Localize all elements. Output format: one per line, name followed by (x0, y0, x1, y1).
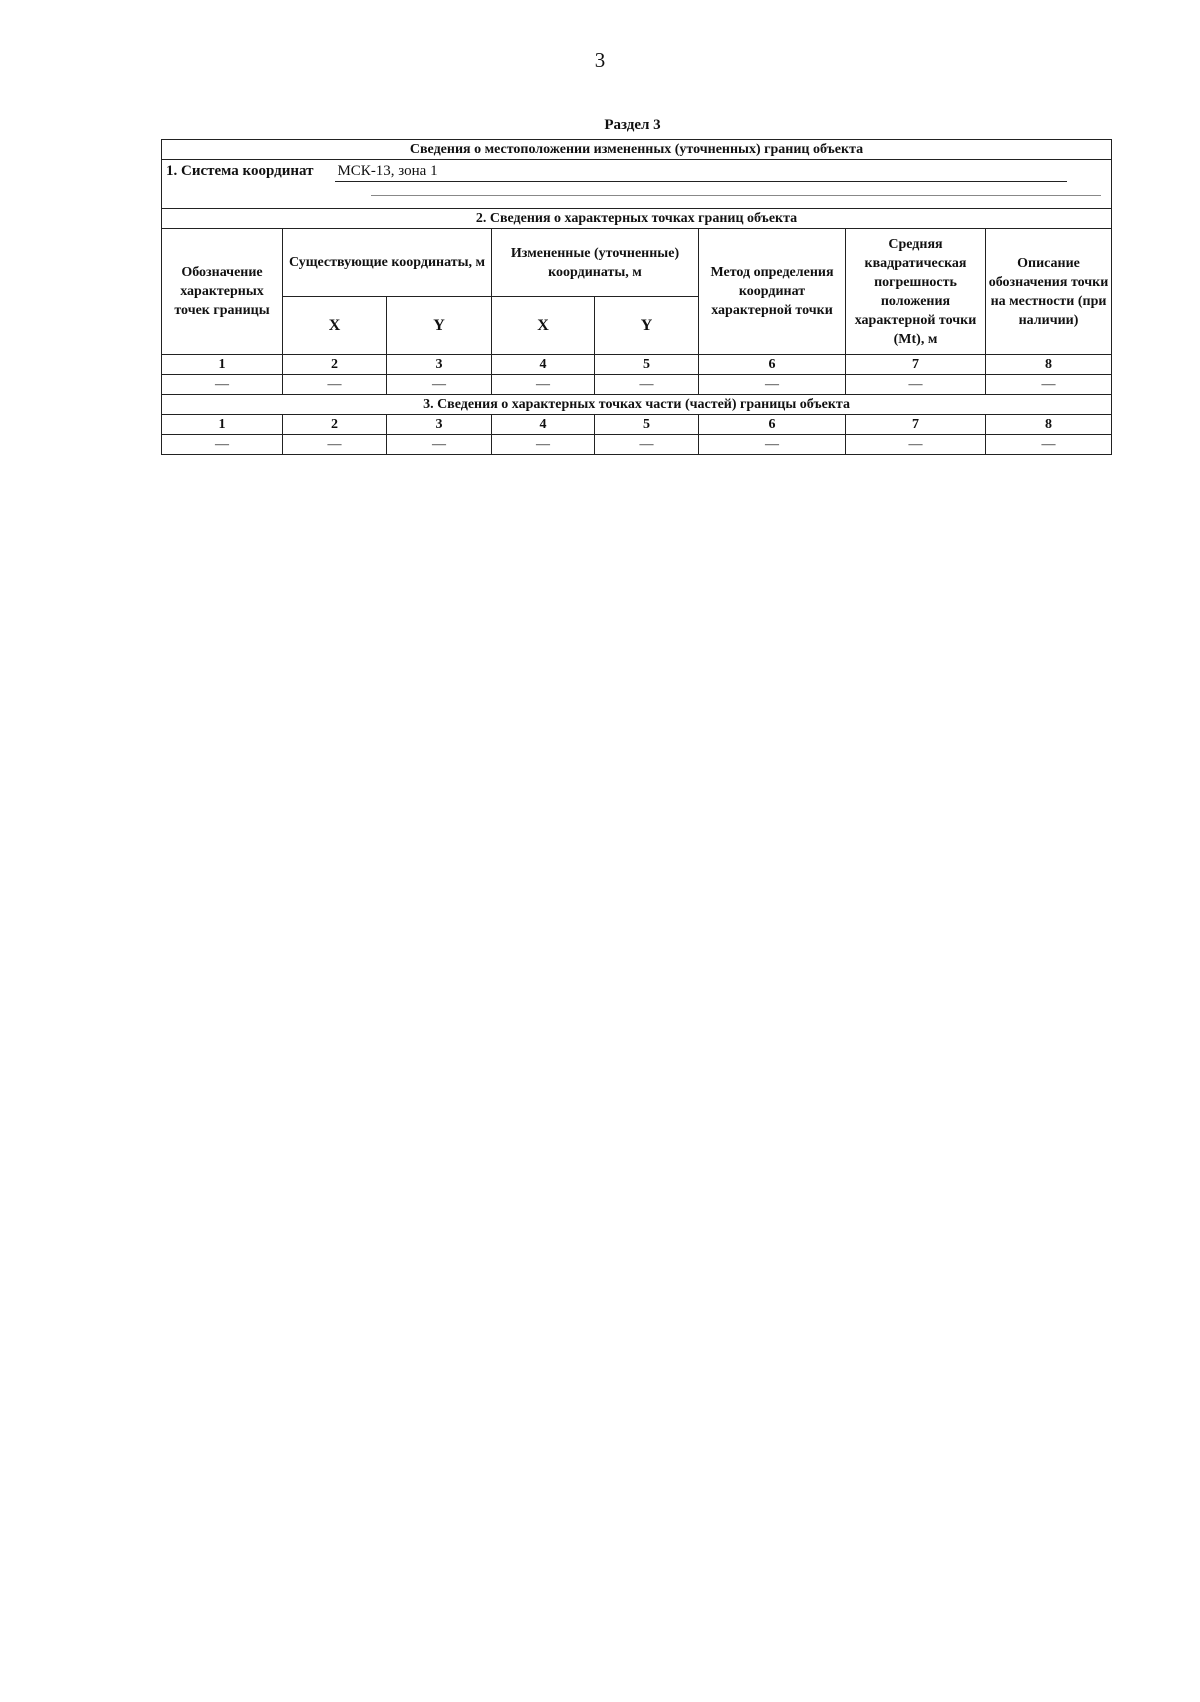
section-title: Раздел 3 (604, 117, 661, 133)
table-row (162, 375, 1112, 395)
col-number: 6 (699, 355, 846, 375)
col-existing-coords: Существующие координаты, м (283, 229, 492, 297)
col-number: 2 (283, 415, 387, 435)
col-number: 8 (986, 355, 1112, 375)
table-cell: — (699, 435, 846, 455)
table-cell: — (387, 375, 492, 395)
col-changed-x: X (492, 297, 595, 355)
table-cell: — (162, 375, 283, 395)
table-cell: — (162, 435, 283, 455)
col-number: 4 (492, 415, 595, 435)
table-cell: — (699, 375, 846, 395)
table-cell: — (846, 375, 986, 395)
table-cell: — (986, 375, 1112, 395)
coord-system-underline (371, 194, 1101, 196)
table-cell: — (387, 435, 492, 455)
col-number: 2 (283, 355, 387, 375)
coord-system-value: МСК-13, зона 1 (335, 162, 1067, 182)
col-method: Метод определения координат характерной точки (699, 229, 846, 355)
table-cell: — (595, 435, 699, 455)
col-number: 5 (595, 415, 699, 435)
table-cell: — (283, 435, 387, 455)
col-point-designation: Обозначение характерных точек границы (162, 229, 283, 355)
col-number: 8 (986, 415, 1112, 435)
col-number: 6 (699, 415, 846, 435)
coord-system-row (162, 160, 1112, 209)
table-row (162, 435, 1112, 455)
column-numbers-row (162, 415, 1112, 435)
col-description: Описание обозначения точки на местности (при наличии) (986, 229, 1112, 355)
part2-title: 2. Сведения о характерных точках границ объекта (162, 209, 1112, 229)
table-cell: — (595, 375, 699, 395)
part3-title: 3. Сведения о характерных точках части (частей) границы объекта (162, 395, 1112, 415)
col-number: 1 (162, 415, 283, 435)
col-number: 1 (162, 355, 283, 375)
boundary-table (161, 139, 1112, 455)
table-cell: — (846, 435, 986, 455)
col-changed-y: Y (595, 297, 699, 355)
col-existing-y: Y (387, 297, 492, 355)
col-existing-x: X (283, 297, 387, 355)
col-number: 3 (387, 415, 492, 435)
column-numbers-row (162, 355, 1112, 375)
col-number: 7 (846, 355, 986, 375)
table-cell: — (986, 435, 1112, 455)
col-number: 4 (492, 355, 595, 375)
table-cell: — (492, 375, 595, 395)
col-changed-coords: Измененные (уточненные) координаты, м (492, 229, 699, 297)
table-header-title: Сведения о местоположении измененных (уточненных) границ объекта (162, 140, 1112, 160)
col-number: 3 (387, 355, 492, 375)
col-number: 5 (595, 355, 699, 375)
table-cell: — (283, 375, 387, 395)
col-number: 7 (846, 415, 986, 435)
col-mean-error: Средняя квадратическая погрешность положения характерной точки (Mt), м (846, 229, 986, 355)
table-cell: — (492, 435, 595, 455)
page-number: 3 (594, 48, 606, 72)
coord-system-label: 1. Система координат (166, 163, 314, 179)
